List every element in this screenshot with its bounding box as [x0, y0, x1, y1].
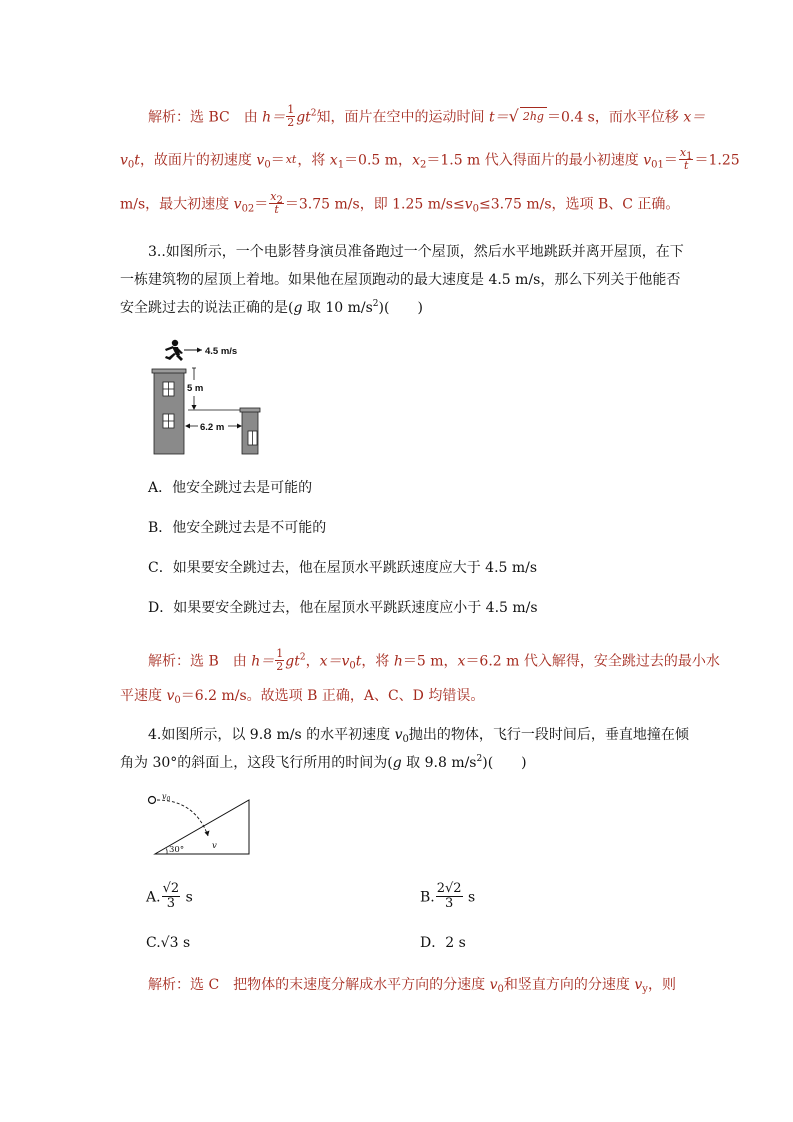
sol2-text: v — [256, 152, 265, 169]
sol2-line2 — [120, 148, 740, 173]
projectile-ball — [149, 797, 156, 804]
option-unit: s — [178, 935, 191, 951]
subscript: 0 — [174, 695, 181, 706]
fraction — [286, 154, 297, 166]
fraction — [286, 104, 295, 129]
superscript: 2 — [476, 754, 483, 764]
numerator: 2√2 — [436, 881, 462, 896]
sol3-text: ＝6.2 m 代入解得，安全跳过去的最小水 — [465, 653, 720, 670]
subscript: 02 — [241, 203, 255, 215]
q4-option-c — [146, 933, 190, 953]
numerator-var: x — [270, 190, 277, 203]
sol2-text: x — [329, 152, 338, 169]
sol2-text: ，故面片的初速度 — [139, 152, 257, 169]
sol2-text: ＝1.25 — [694, 152, 740, 169]
q4-text: )( ) — [482, 755, 527, 771]
option-text: A．他安全跳过去是可能的 — [148, 480, 313, 496]
sol2-text: ＝ — [663, 152, 678, 169]
v0-var: v — [162, 792, 167, 801]
subscript: 2 — [276, 195, 283, 206]
q3-option-b — [148, 518, 326, 538]
superscript: 2 — [372, 299, 379, 309]
subscript: 0 — [349, 660, 356, 672]
sol2-text: 解析：选 BC 由 — [148, 109, 263, 126]
sol3-text: ＝5 m， — [402, 653, 458, 670]
sol2-text: m/s，最大初速度 — [120, 196, 234, 213]
subscript: 1 — [337, 159, 345, 171]
denominator: g — [536, 109, 544, 123]
denominator: 3 — [166, 896, 175, 911]
speed-arrow-head — [197, 348, 202, 353]
q3-text: )( ) — [378, 300, 423, 316]
sol3-text: v — [166, 688, 175, 704]
q4-line2 — [120, 753, 527, 773]
sol2-text: ＝0.5 m， — [344, 152, 413, 169]
sol4-text: ，则 — [647, 977, 676, 993]
sol2-text: x＝ — [683, 109, 706, 126]
sol3-text: ，将 — [361, 653, 394, 670]
q3-line1 — [148, 242, 684, 262]
sol2-text: v — [233, 196, 242, 213]
sol4-line1 — [148, 975, 676, 995]
building-jump-figure — [150, 338, 265, 456]
sol2-text: t＝ — [488, 109, 509, 126]
speed-label: 4.5 m/s — [205, 346, 238, 357]
option-root: √3 — [160, 935, 179, 951]
height-label: 5 m — [187, 383, 204, 394]
superscript: 2 — [299, 652, 306, 663]
q4-text: g — [392, 755, 402, 771]
sol2-text: ＝1.5 m 代入得面片的最小初速度 — [426, 152, 644, 169]
option-unit: s — [181, 889, 193, 906]
sol4-text: v — [489, 977, 498, 993]
subscript: 0 — [497, 984, 504, 995]
denominator: 3 — [445, 896, 454, 911]
option-label: A. — [146, 889, 161, 906]
roof-ledge — [152, 369, 186, 373]
sol3-text: h＝ — [251, 653, 275, 670]
option-label: B. — [420, 889, 435, 906]
fraction — [269, 191, 284, 216]
numerator-var: x — [679, 146, 687, 159]
runner-icon — [165, 340, 183, 361]
sol3-text: 解析：选 B 由 — [148, 653, 252, 670]
denominator: t — [291, 152, 297, 166]
sol3-text: h — [393, 653, 403, 670]
option-text: D．2 s — [420, 935, 466, 951]
option-text: D．如果要安全跳过去，他在屋顶水平跳跃速度应小于 4.5 m/s — [148, 600, 538, 616]
height-arrow-head — [192, 405, 197, 410]
q4-text: v — [394, 727, 403, 743]
sol3-text: t — [355, 653, 362, 670]
numerator: 1 — [276, 647, 284, 660]
sol2-text: v — [643, 152, 652, 169]
sol3-line2 — [120, 686, 484, 706]
sol3-text: v — [341, 653, 350, 670]
sol3-text: x — [457, 653, 466, 670]
superscript: 2 — [310, 108, 317, 119]
subscript: 0 — [402, 734, 409, 745]
angle-arc — [167, 849, 168, 855]
numerator: x — [285, 152, 292, 166]
sol2-text: ＝3.75 m/s，即 1.25 m/s≤ — [284, 196, 465, 213]
q4-option-d — [420, 933, 466, 953]
option-label: C. — [146, 935, 161, 951]
subscript: 01 — [651, 159, 664, 171]
q4-line1 — [148, 725, 689, 745]
denominator: t — [274, 203, 279, 216]
subscript: 0 — [472, 203, 479, 215]
q4-option-a — [146, 883, 193, 912]
sol2-text: gt — [296, 109, 311, 126]
sol2-text: ＝ — [254, 196, 269, 213]
sol2-line3 — [120, 192, 679, 217]
subscript: 0 — [264, 159, 271, 171]
q3-option-d — [148, 598, 538, 618]
sol3-text: gt — [285, 653, 300, 670]
subscript: 2 — [419, 159, 427, 171]
sol2-line1 — [148, 105, 705, 130]
gap-arrow-right — [237, 424, 242, 429]
sol4-text: 和竖直方向的分速度 — [503, 977, 635, 993]
q3-text: 一栋建筑物的屋顶上着地。如果他在屋顶跑动的最大速度是 4.5 m/s，那么下列关于他能否 — [120, 272, 681, 288]
q3-text: 3..如图所示，一个电影替身演员准备跑过一个屋顶，然后水平地跳跃并离开屋顶，在下 — [148, 244, 684, 260]
subscript: 1 — [686, 151, 693, 162]
sol2-text: ≤3.75 m/s，选项 B、C 正确。 — [478, 196, 680, 213]
fraction — [679, 147, 694, 172]
velocity-arrow-head — [205, 831, 210, 837]
sol3-text: x＝ — [319, 653, 342, 670]
q3-text: 安全跳过去的说法正确的是( — [120, 300, 294, 316]
q4-text: 取 9.8 m/s — [401, 755, 477, 771]
sol2-text: 知，面片在空中的运动时间 — [316, 109, 489, 126]
option-text: B．他安全跳过去是不可能的 — [148, 520, 327, 536]
q4-option-b — [420, 883, 475, 912]
sol3-line1 — [148, 649, 720, 674]
option-text: C．如果要安全跳过去，他在屋顶水平跳跃速度应大于 4.5 m/s — [148, 560, 538, 576]
numerator: 1 — [287, 103, 295, 116]
q3-line3 — [120, 298, 423, 318]
q4-text: 4.如图所示，以 9.8 m/s 的水平初速度 — [148, 727, 395, 743]
sqrt-body — [520, 107, 547, 128]
v0-sub: 0 — [166, 796, 171, 803]
sol2-text: v — [464, 196, 473, 213]
fraction — [275, 648, 284, 673]
denominator: 2 — [287, 116, 295, 129]
fraction — [436, 882, 463, 911]
numerator: 2h — [522, 109, 537, 123]
sol4-text: v — [634, 977, 643, 993]
sol4-text: 解析：选 C 把物体的末速度分解成水平方向的分速度 — [148, 977, 490, 993]
subscript: y — [642, 984, 648, 995]
q3-line2 — [120, 270, 680, 290]
q4-text: 抛出的物体，飞行一段时间后，垂直地撞在倾 — [408, 727, 689, 743]
gap-label: 6.2 m — [200, 422, 225, 433]
sol2-text: v — [120, 152, 128, 169]
denominator: 2 — [276, 660, 284, 673]
trajectory-path — [157, 800, 208, 836]
option-unit: s — [463, 889, 476, 906]
q3-option-c — [148, 558, 537, 578]
incline-projectile-figure — [145, 790, 255, 858]
numerator: √2 — [162, 881, 180, 896]
denominator: t — [683, 159, 689, 172]
subscript: 0 — [127, 159, 135, 171]
sol2-text: x — [412, 152, 420, 169]
short-roof-ledge — [240, 408, 260, 412]
sol3-text: ， — [305, 653, 320, 670]
q3-text: 取 10 m/s — [302, 300, 373, 316]
sol2-text: t — [134, 152, 140, 169]
sol3-text: 平速度 — [120, 688, 167, 704]
v-label: v — [212, 841, 217, 851]
fraction — [523, 111, 544, 123]
angle-label: 30° — [169, 845, 185, 855]
fraction — [162, 882, 181, 911]
q3-option-a — [148, 478, 312, 498]
sol3-text: ＝6.2 m/s。故选项 B 正确，A、C、D 均错误。 — [180, 688, 485, 704]
sol2-text: ＝ — [270, 152, 285, 169]
sol2-text: ，将 — [297, 152, 330, 169]
sol2-text: ＝0.4 s，而水平位移 — [546, 109, 684, 126]
gap-arrow-left — [185, 424, 190, 429]
q4-text: 角为 30°的斜面上，这段飞行所用的时间为( — [120, 755, 393, 771]
sqrt-sign: √ — [508, 106, 519, 126]
sol2-text: h＝ — [262, 109, 286, 126]
q3-text: g — [293, 300, 303, 316]
